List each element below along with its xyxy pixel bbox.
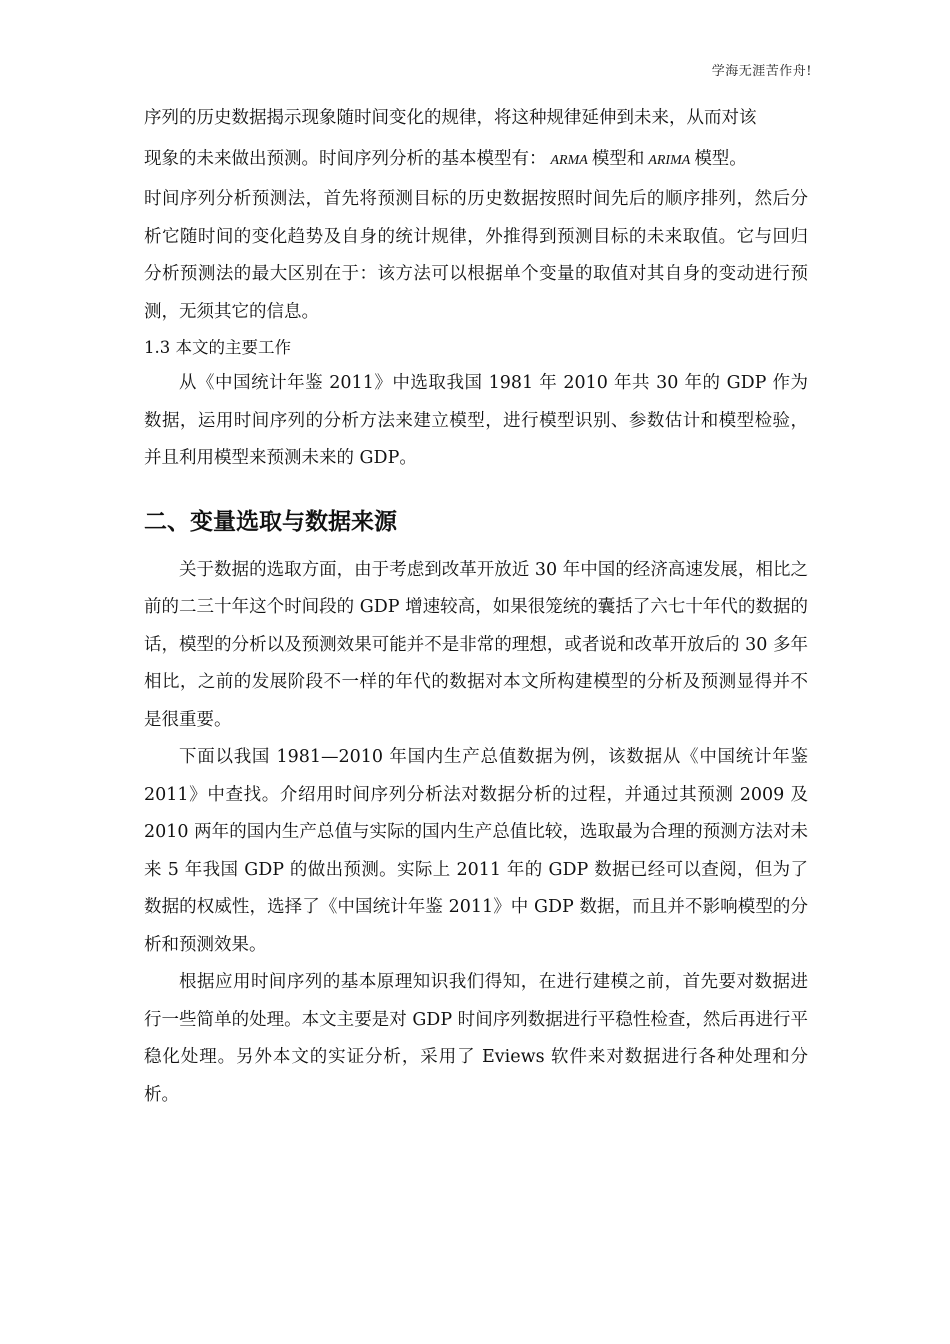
section-2-paragraph-3: 根据应用时间序列的基本原理知识我们得知，在进行建模之前，首先要对数据进行一些简单的处理。本文主要是对 GDP 时间序列数据进行平稳性检查，然后再进行平稳化处理。另外本文的实证分析，采用了 Eviews 软件来对数据进行各种处理和分析。: [144, 972, 808, 1105]
document-body: [144, 98, 808, 1114]
intro-line-2-suffix: 模型。: [694, 149, 747, 169]
intro-line-1: 序列的历史数据揭示现象随时间变化的规律，将这种规律延伸到未来，从而对该: [144, 108, 757, 128]
section-2-title: 二、变量选取与数据来源: [144, 508, 397, 535]
intro-paragraph: [144, 98, 808, 331]
intro-rest: 时间序列分析预测法，首先将预测目标的历史数据按照时间先后的顺序排列，然后分析它随时间的变化趋势及自身的统计规律，外推得到预测目标的未来取值。它与回归分析预测法的最大区别在于：该方法可以根据单个变量的取值对其自身的变动进行预测，无须其它的信息。: [144, 189, 808, 322]
section-1-3-paragraph: 从《中国统计年鉴 2011》中选取我国 1981 年 2010 年共 30 年的 GDP 作为数据，运用时间序列的分析方法来建立模型，进行模型识别、参数估计和模型检验，并且利用模型来预测未来的 GDP。: [144, 373, 808, 468]
header-motto: 学海无涯苦作舟!: [711, 64, 812, 79]
section-1-3-heading: 1.3 本文的主要工作: [144, 338, 291, 357]
intro-line-2-prefix: 现象的未来做出预测。时间序列分析的基本模型有：: [144, 149, 547, 169]
intro-line-2-mid: 模型和: [591, 149, 645, 169]
arma-model-name: ARMA: [550, 153, 588, 168]
intro-line-2: [144, 139, 808, 181]
arima-model-name: ARIMA: [648, 153, 691, 168]
section-2-paragraph-2: 下面以我国 1981—2010 年国内生产总值数据为例，该数据从《中国统计年鉴 2011》中查找。介绍用时间序列分析法对数据分析的过程，并通过其预测 2009 及 2010 两年的国内生产总值与实际的国内生产总值比较，选取最为合理的预测方法对未来 5 年我国 GDP 的做出预测。实际上 2011 年的 GDP 数据已经可以查阅，但为了数据的权威性，选择了《中国统计年鉴 2011》中 GDP 数据，而且并不影响模型的分析和预测效果。: [144, 747, 808, 955]
section-2-paragraph-1: 关于数据的选取方面，由于考虑到改革开放近 30 年中国的经济高速发展，相比之前的二三十年这个时间段的 GDP 增速较高，如果很笼统的囊括了六七十年代的数据的话，模型的分析以及预测效果可能并不是非常的理想，或者说和改革开放后的 30 多年相比，之前的发展阶段不一样的年代的数据对本文所构建模型的分析及预测显得并不是很重要。: [144, 559, 808, 730]
